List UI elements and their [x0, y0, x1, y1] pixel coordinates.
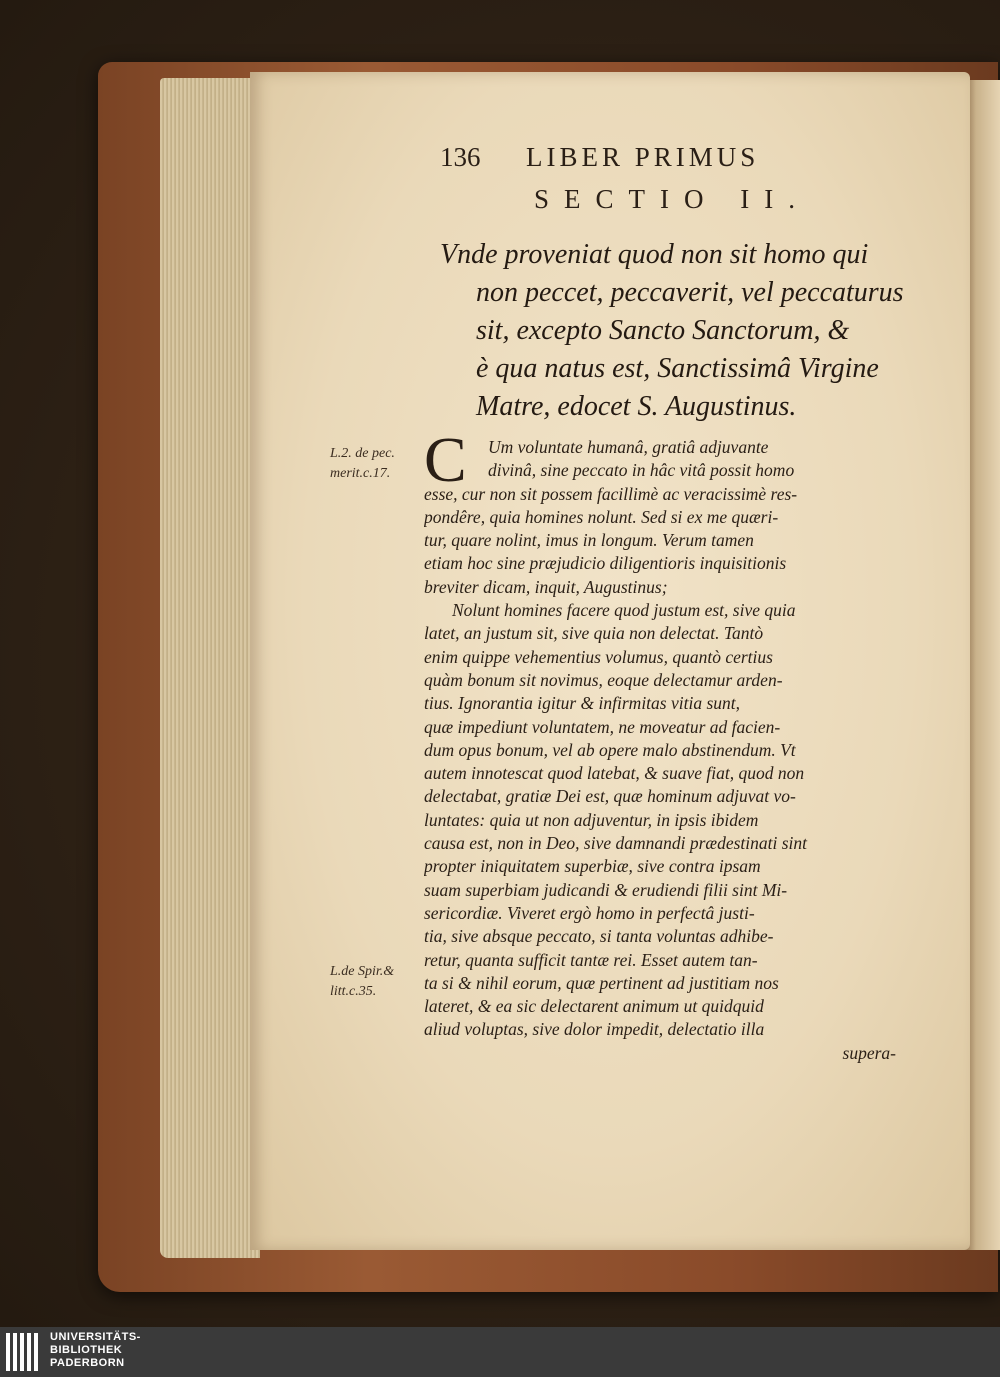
- section-title: [440, 236, 940, 426]
- text-line: propter iniquitatem superbiæ, sive contra ipsam: [424, 856, 761, 877]
- library-logo-icon: [6, 1333, 44, 1371]
- text-line: suam superbiam judicandi & erudiendi filii sint Mi-: [424, 879, 788, 900]
- text-line: lateret, & ea sic delectarent animum ut quidquid: [424, 996, 764, 1017]
- margin-note-line: litt.c.35.: [330, 984, 377, 999]
- section-title-line: Vnde proveniat quod non sit homo qui: [440, 239, 869, 270]
- page-number: 136: [440, 142, 481, 172]
- running-head: [440, 142, 840, 182]
- library-name: [50, 1331, 141, 1370]
- section-title-line: è qua natus est, Sanctissimâ Virgine: [476, 353, 879, 384]
- margin-note: [330, 444, 430, 484]
- text-line: dum opus bonum, vel ab opere malo abstinendum. Vt: [424, 739, 796, 760]
- text-line: Um voluntate humanâ, gratiâ adjuvante: [488, 437, 769, 457]
- catchword: supera-: [842, 1042, 896, 1063]
- text-line: luntates: quia ut non adjuventur, in ipsis ibidem: [424, 809, 759, 830]
- section-heading: SECTIO II.: [534, 184, 810, 214]
- page-edges: [160, 78, 260, 1258]
- library-name-line: BIBLIOTHEK: [50, 1344, 123, 1356]
- text-line: quæ impediunt voluntatem, ne moveatur ad facien-: [424, 716, 781, 737]
- text-line: etiam hoc sine præjudicio diligentioris inquisitionis: [424, 553, 787, 574]
- text-line: pondêre, quia homines nolunt. Sed si ex me quæri-: [424, 506, 779, 527]
- text-line: breviter dicam, inquit, Augustinus;: [424, 576, 668, 597]
- section-title-line: Matre, edocet S. Augustinus.: [476, 391, 797, 422]
- text-line: causa est, non in Deo, sive damnandi prædestinati sint: [424, 833, 808, 854]
- text-line: delectabat, gratiæ Dei est, quæ hominum adjuvat vo-: [424, 786, 796, 807]
- text-line: esse, cur non sit possem facillimè ac veracissimè res-: [424, 483, 798, 504]
- library-name-line: PADERBORN: [50, 1357, 125, 1369]
- text-line: ta si & nihil eorum, quæ pertinent ad justitiam nos: [424, 972, 779, 993]
- text-line: autem innotescat quod latebat, & suave fiat, quod non: [424, 763, 805, 784]
- section-title-line: non peccet, peccaverit, vel peccaturus: [476, 277, 904, 308]
- library-name-line: UNIVERSITÄTS-: [50, 1331, 141, 1343]
- text-line: tia, sive absque peccato, si tanta voluntas adhibe-: [424, 926, 774, 947]
- text-line: retur, quanta sufficit tantæ rei. Esset autem tan-: [424, 949, 758, 970]
- section-title-line: sit, excepto Sancto Sanctorum, &: [476, 315, 850, 346]
- text-line: aliud voluptas, sive dolor impedit, delectatio illa: [424, 1019, 765, 1040]
- text-line: Nolunt homines facere quod justum est, sive quia: [452, 600, 796, 621]
- text-line: tius. Ignorantia igitur & infirmitas vitia sunt,: [424, 693, 740, 714]
- text-line: quàm bonum sit novimus, eoque delectamur arden-: [424, 669, 783, 690]
- drop-cap: C: [424, 424, 467, 495]
- footer-bar: [0, 1327, 1000, 1377]
- margin-note-line: L.de Spir.&: [330, 964, 395, 979]
- margin-note: [330, 962, 430, 1002]
- text-line: tur, quare nolint, imus in longum. Verum tamen: [424, 530, 754, 551]
- text-line: latet, an justum sit, sive quia non delectat. Tantò: [424, 623, 764, 644]
- margin-note-line: merit.c.17.: [330, 466, 391, 481]
- body-text: [424, 436, 900, 1065]
- book-title: LIBER PRIMUS: [526, 142, 760, 172]
- text-line: divinâ, sine peccato in hâc vitâ possit homo: [488, 460, 795, 481]
- text-line: enim quippe vehementius volumus, quantò certius: [424, 646, 773, 667]
- text-line: sericordiæ. Viveret ergò homo in perfectâ justi-: [424, 902, 755, 923]
- margin-note-line: L.2. de pec.: [330, 446, 395, 461]
